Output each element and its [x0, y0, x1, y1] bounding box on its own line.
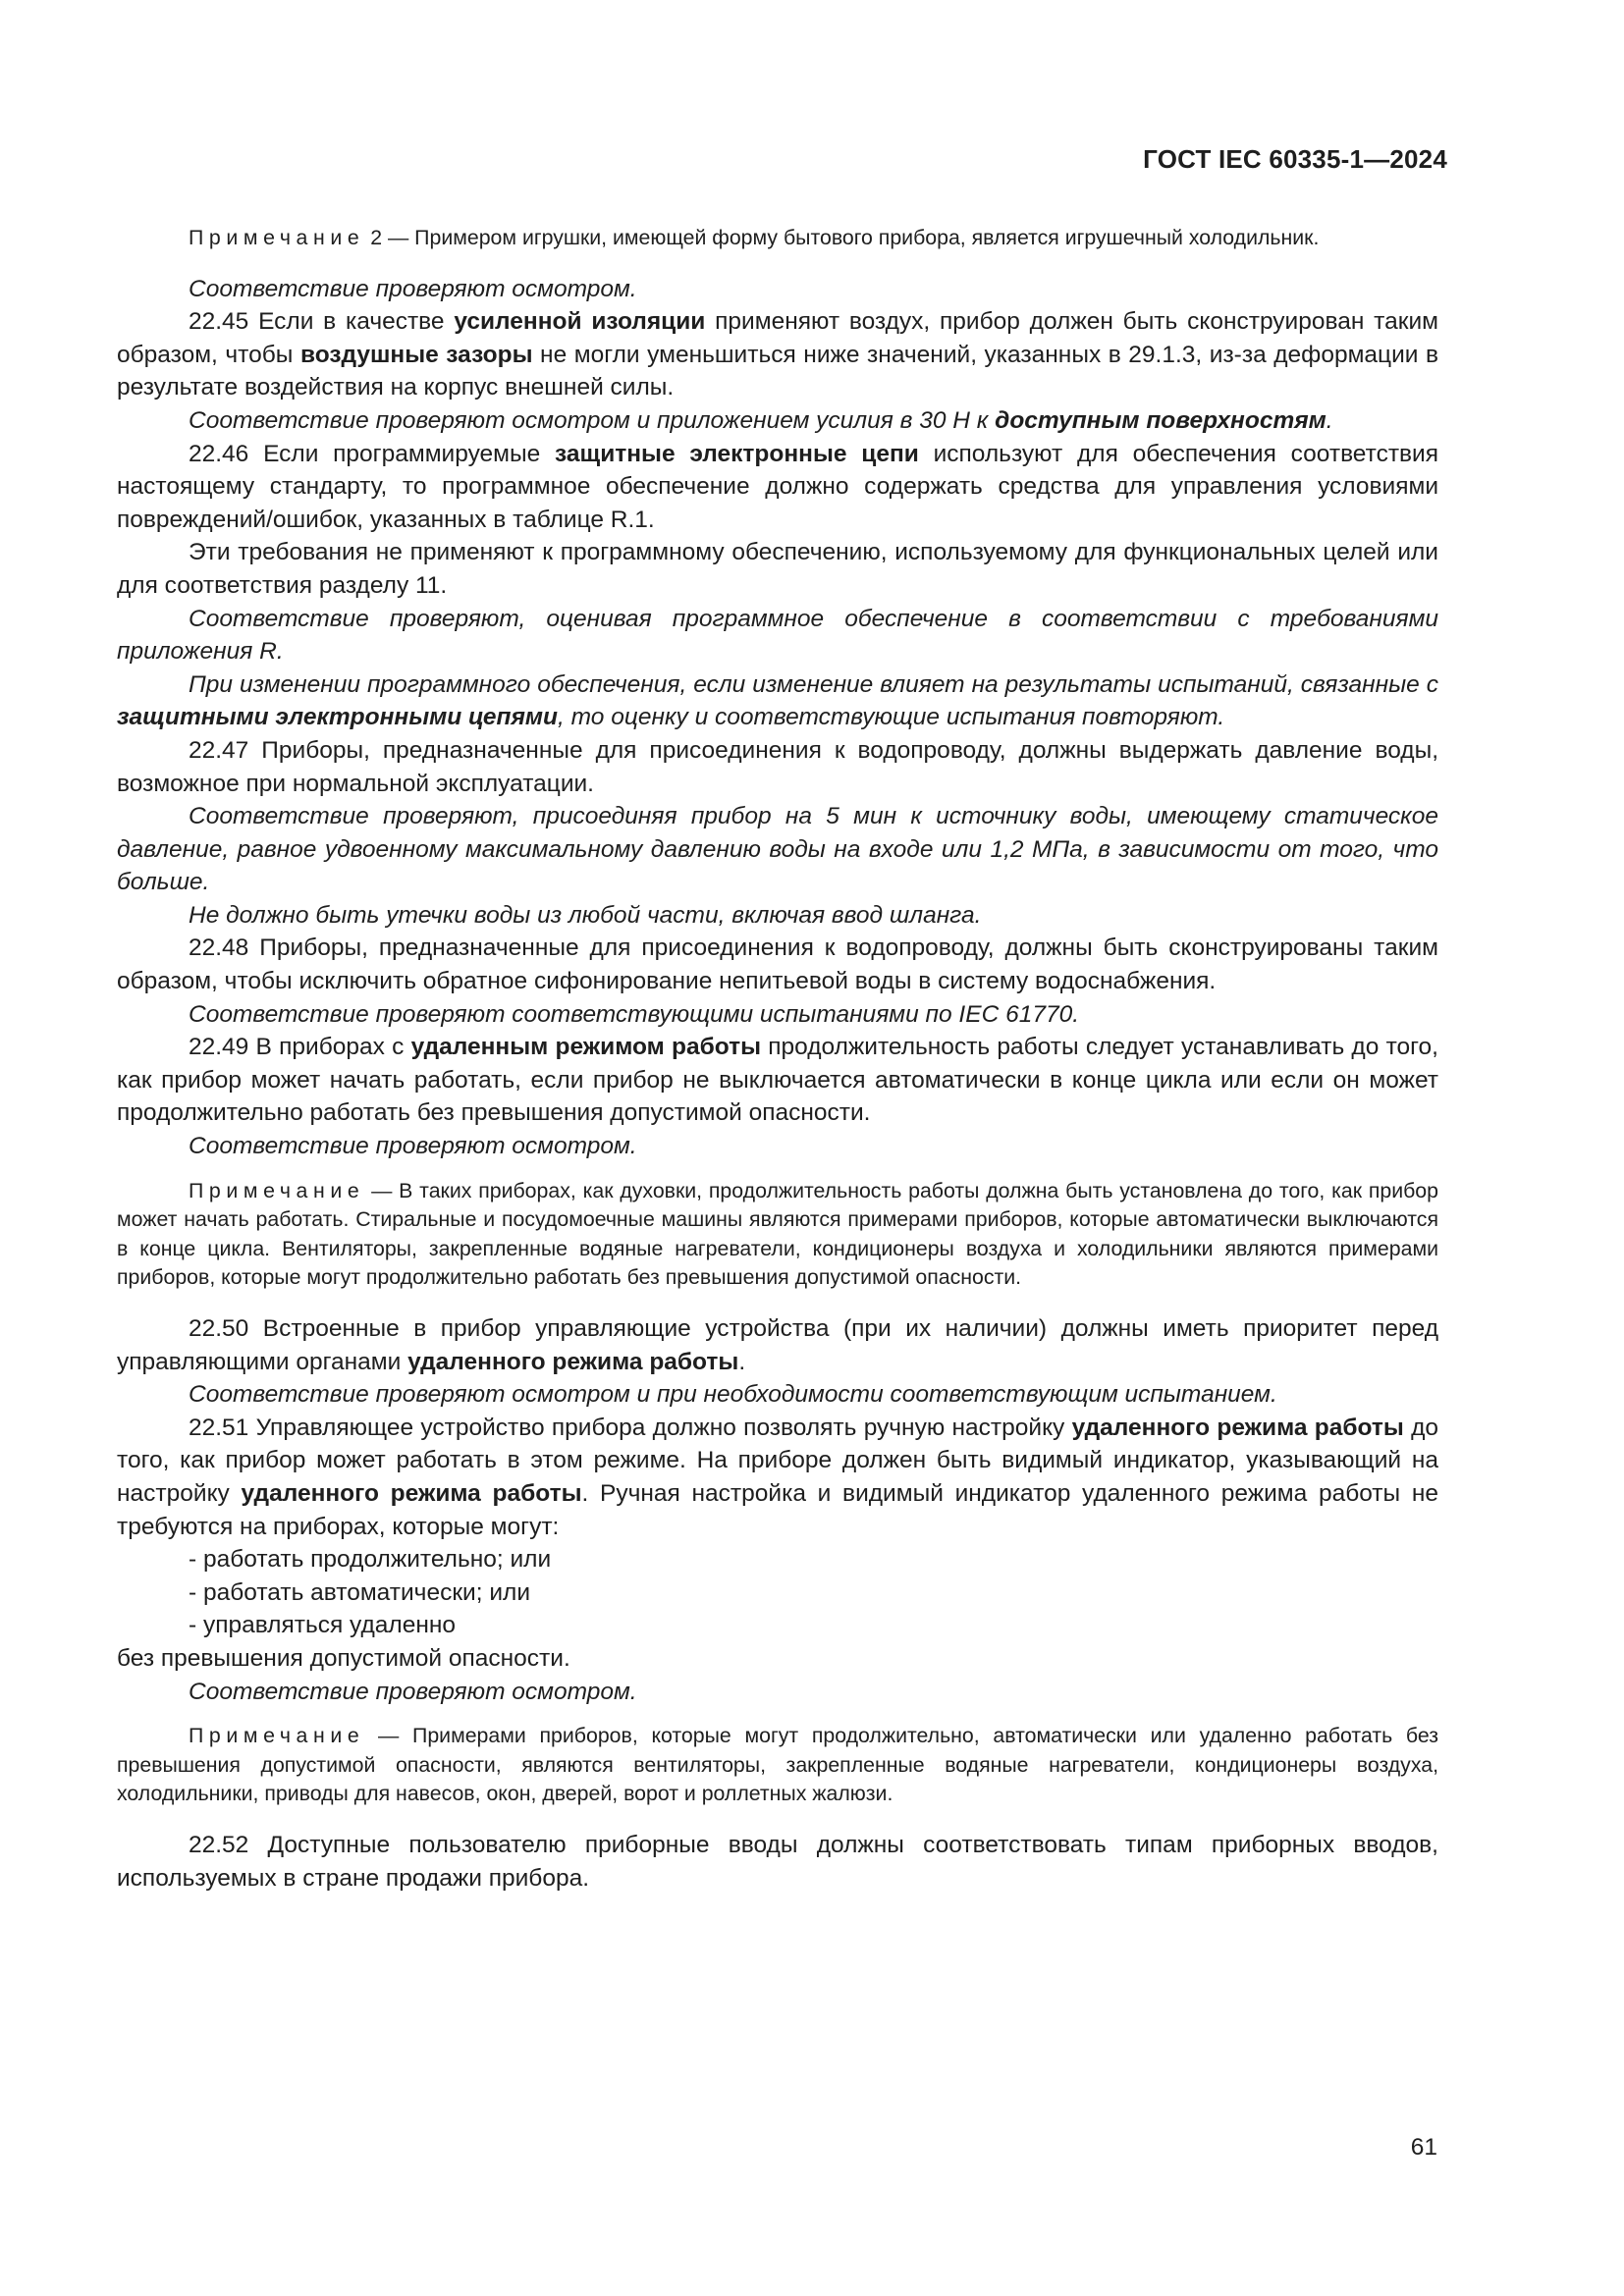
note-22-49: Примечание — В таких приборах, как духовки, продолжительность работы должна быть установлена до того, как прибор может начать работать. Стиральные и посудомоечные машины являются примерами приборов, которые автоматически выключаются в конце цикла. Вентиляторы, закрепленные водяные нагреватели, кондиционеры воздуха и холодильники являются примерами приборов, которые могут продолжительно работать без превышения допустимой опасности. [117, 1178, 1438, 1290]
list-item: - работать продолжительно; или [189, 1546, 552, 1574]
note-label: Примечание [189, 226, 365, 249]
clause-22-47: 22.47 Приборы, предназначенные для присоединения к водопроводу, должны выдержать давление воды, возможное при нормальной эксплуатации. [117, 736, 1438, 797]
clause-22-48: 22.48 Приборы, предназначенные для присоединения к водопроводу, должны быть сконструированы таким образом, чтобы исключить обратное сифонирование непитьевой воды в систему водоснабжения. [117, 934, 1438, 995]
term-remote-operation: удаленного режима работы [241, 1479, 582, 1507]
clause-22-45: 22.45 Если в качестве усиленной изоляции применяют воздух, прибор должен быть сконструирован таким образом, чтобы воздушные зазоры не могли уменьшиться ниже значений, указанных в 29.1.3, из-за деформации в результате воздействия на корпус внешней силы. [117, 308, 1439, 401]
document-header: ГОСТ IEC 60335-1—2024 [1143, 144, 1447, 174]
term-protective-electronic-circuits: защитными электронными цепями [117, 704, 559, 731]
term-remote-operation: удаленного режима работы [1071, 1414, 1404, 1441]
term-remote-operation: удаленным режимом работы [410, 1034, 761, 1061]
clause-22-51-tail: без превышения допустимой опасности. [117, 1644, 570, 1672]
clause-22-46: 22.46 Если программируемые защитные электронные цепи используют для обеспечения соответствия настоящему стандарту, то программное обеспечение должно содержать средства для управления условиями повреждений/ошибок, указанных в таблице R.1. [117, 440, 1439, 533]
clause-22-52: 22.52 Доступные пользователю приборные вводы должны соответствовать типам приборных вводов, используемых в стране продажи прибора. [117, 1831, 1438, 1892]
page-number: 61 [1410, 2134, 1437, 2161]
note-label: Примечание [189, 1178, 365, 1202]
compliance-22-50: Соответствие проверяют осмотром и при необходимости соответствующим испытанием. [189, 1381, 1277, 1409]
term-accessible-surfaces: доступным поверхностям [995, 406, 1326, 434]
note-label: Примечание [189, 1724, 365, 1748]
compliance-22-49: Соответствие проверяют осмотром. [189, 1133, 637, 1160]
compliance-22-51: Соответствие проверяют осмотром. [189, 1678, 637, 1705]
clause-22-49: 22.49 В приборах с удаленным режимом работы продолжительность работы следует устанавливать до того, как прибор может начать работать, если прибор не выключается автоматически в конце цикла или если он может продолжительно работать без превышения допустимой опасности. [117, 1034, 1438, 1127]
compliance-text: Соответствие проверяют осмотром. [189, 275, 637, 302]
compliance-22-48: Соответствие проверяют соответствующими испытаниями по IEC 61770. [189, 1000, 1080, 1028]
note-2: Примечание 2 — Примером игрушки, имеющей форму бытового прибора, является игрушечный холодильник. [189, 226, 1320, 249]
compliance-22-46-b: При изменении программного обеспечения, если изменение влияет на результаты испытаний, связанные с защитными электронными цепями, то оценку и соответствующие испытания повторяют. [117, 670, 1438, 731]
compliance-22-47-b: Не должно быть утечки воды из любой части, включая ввод шланга. [189, 901, 982, 929]
term-protective-electronic-circuits: защитные электронные цепи [555, 440, 919, 467]
compliance-22-47-a: Соответствие проверяют, присоединяя прибор на 5 мин к источнику воды, имеющему статическое давление, равное удвоенному максимальному давлению воды на входе или 1,2 МПа, в зависимости от того, что больше. [117, 803, 1438, 896]
list-item: - работать автоматически; или [189, 1578, 531, 1606]
clause-22-46-text: Эти требования не применяют к программному обеспечению, используемому для функциональных целей или для соответствия разделу 11. [117, 539, 1438, 599]
term-reinforced-insulation: усиленной изоляции [454, 308, 706, 336]
compliance-22-46-a: Соответствие проверяют, оценивая программное обеспечение в соответствии с требованиями приложения R. [117, 605, 1438, 666]
term-remote-operation: удаленного режима работы [407, 1348, 739, 1375]
clause-22-50: 22.50 Встроенные в прибор управляющие устройства (при их наличии) должны иметь приоритет перед управляющими органами удаленного режима работы. [117, 1315, 1438, 1375]
compliance-22-45: Соответствие проверяют осмотром и приложением усилия в 30 Н к доступным поверхностям. [189, 406, 1333, 434]
note-22-51: Примечание — Примерами приборов, которые могут продолжительно, автоматически или удаленно работать без превышения допустимой опасности, являются вентиляторы, закрепленные водяные нагреватели, кондиционеры воздуха, холодильники, приводы для навесов, окон, дверей, ворот и роллетных жалюзи. [117, 1724, 1438, 1806]
clause-22-51: 22.51 Управляющее устройство прибора должно позволять ручную настройку удаленного режима работы до того, как прибор может работать в этом режиме. На приборе должен быть видимый индикатор, указывающий на настройку удаленного режима работы. Ручная настройка и видимый индикатор удаленного режима работы не требуются на приборах, которые могут: [117, 1414, 1438, 1540]
page-body [117, 224, 1438, 1895]
term-clearances: воздушные зазоры [299, 341, 533, 368]
list-item: - управляться удаленно [189, 1612, 457, 1639]
